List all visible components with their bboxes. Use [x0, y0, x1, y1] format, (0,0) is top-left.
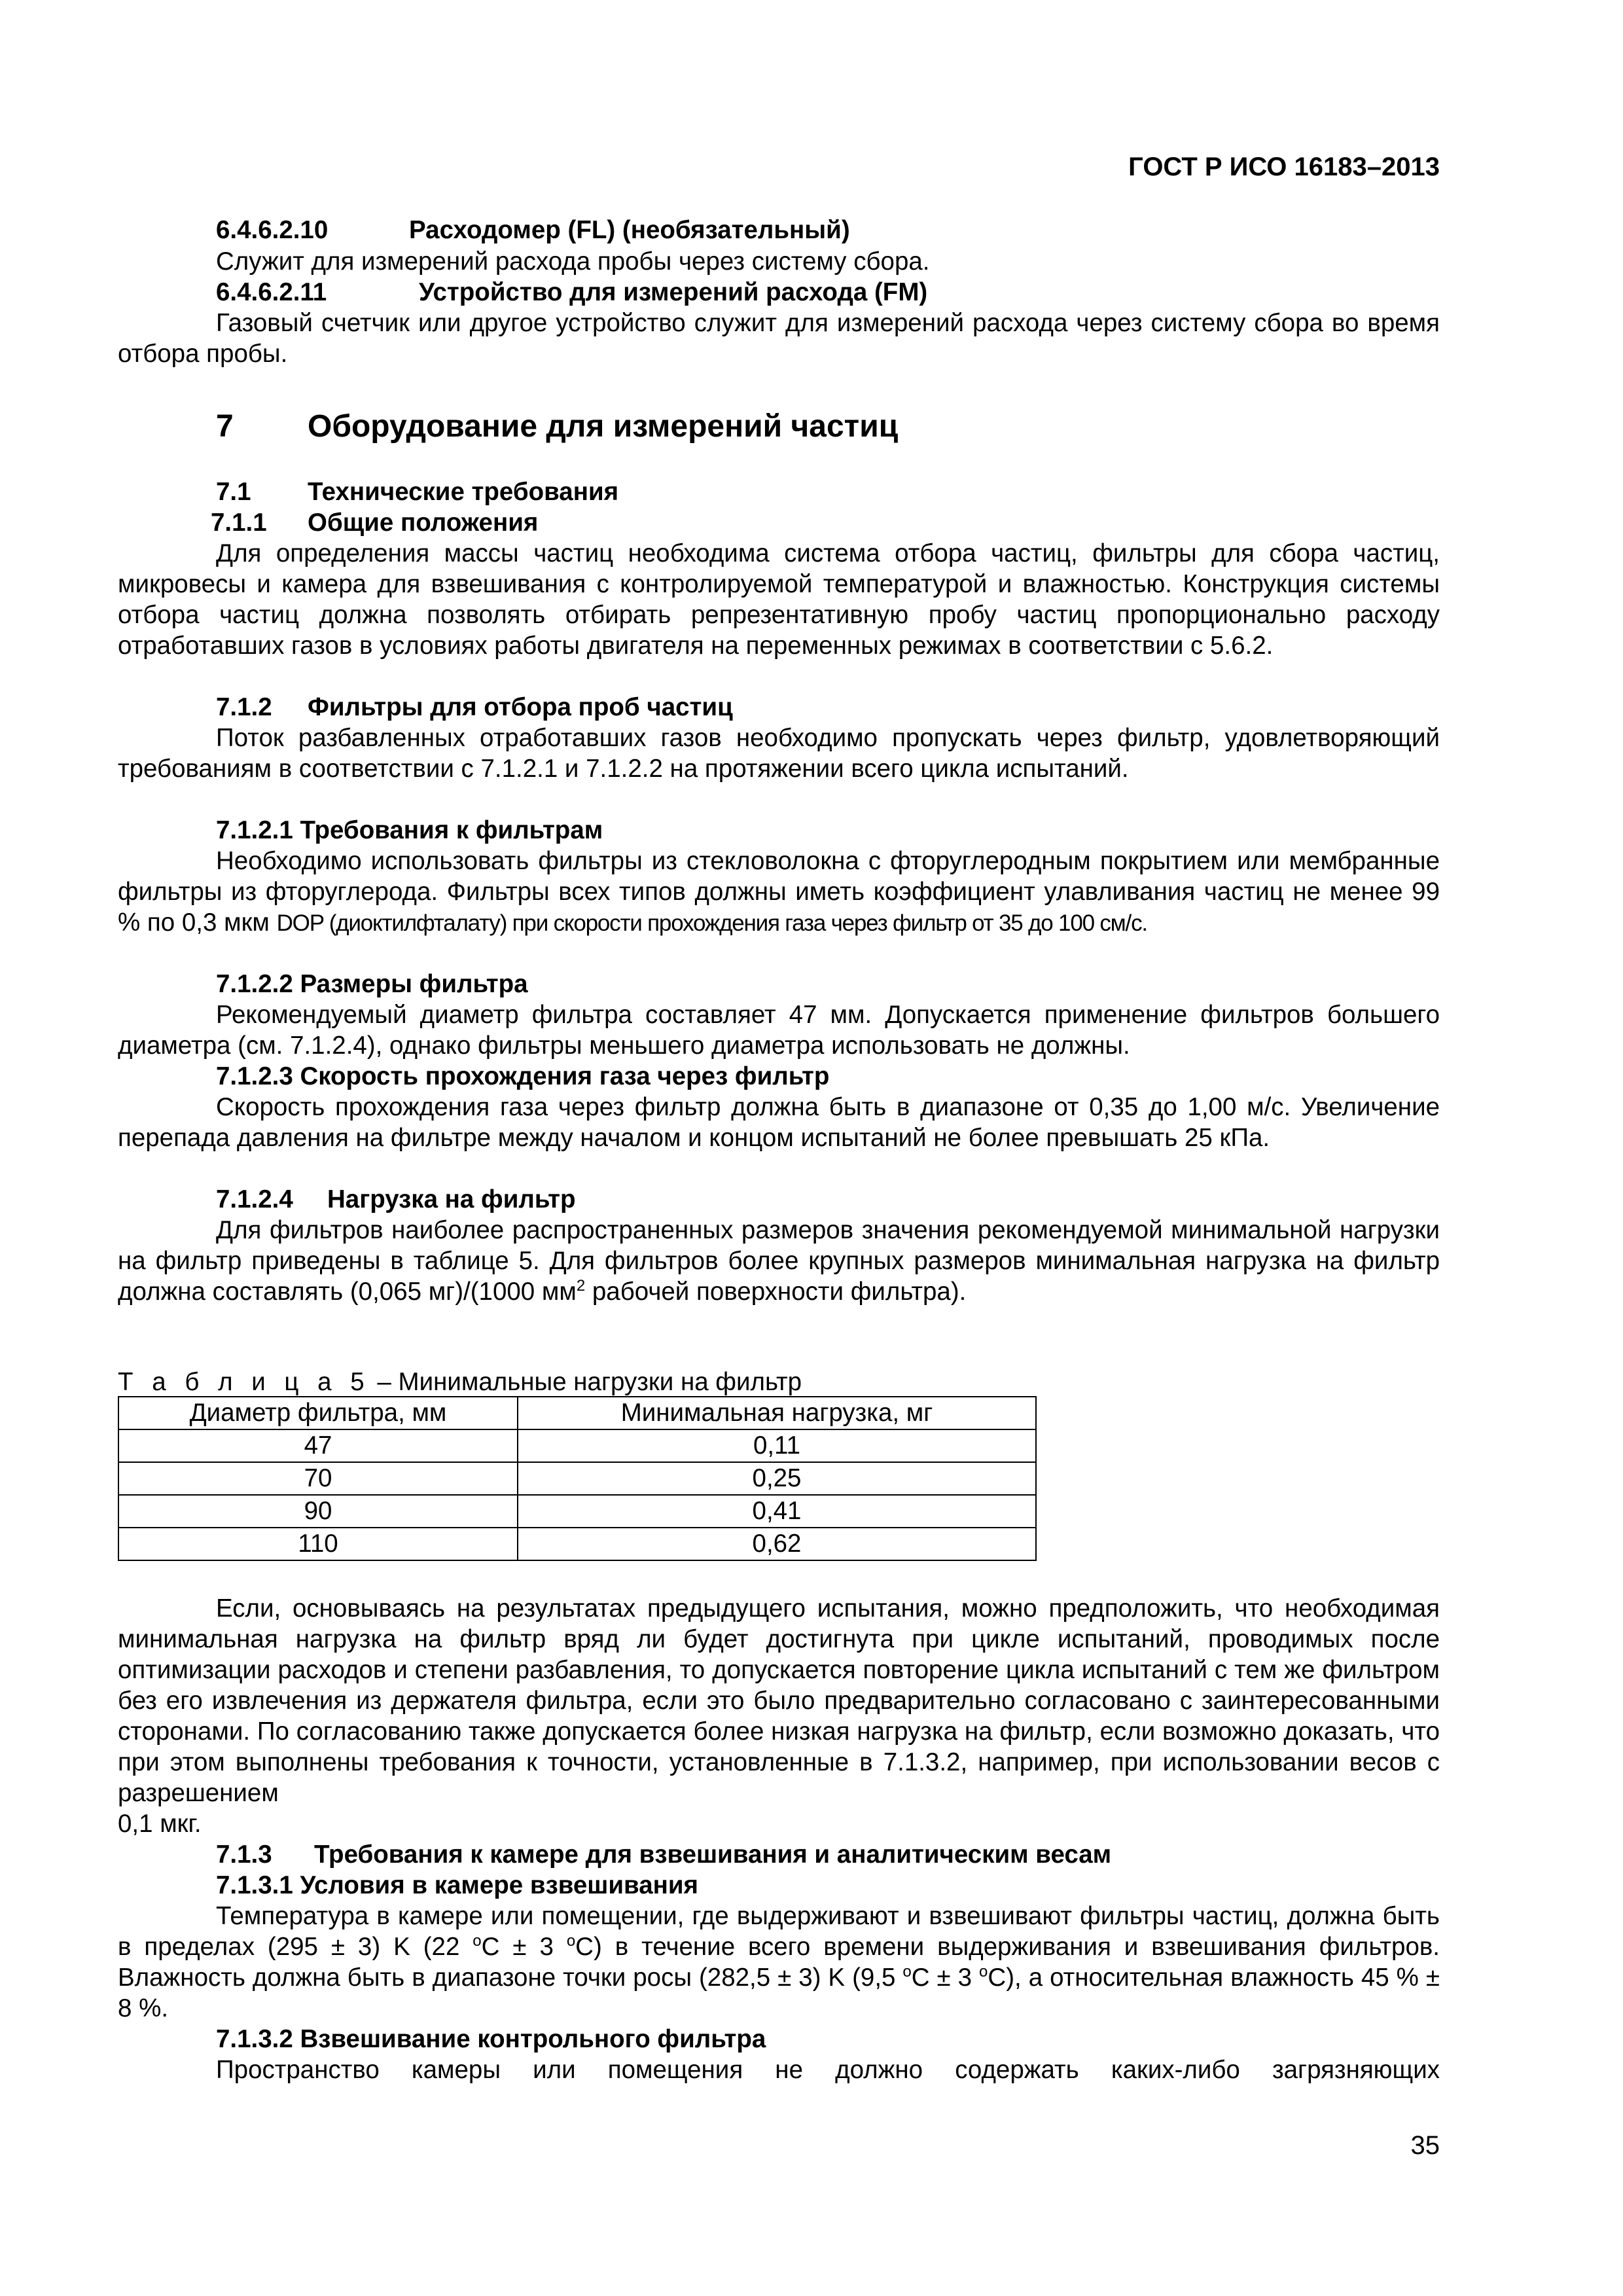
section-number: 7.1.2.3: [216, 1062, 293, 1090]
table-row: [118, 1495, 1036, 1528]
section-title: Требования к камере для взвешивания и аналитическим весам: [314, 1840, 1112, 1869]
section-number: 7.1.3.1: [216, 1871, 293, 1899]
section-number: 7.1.2.2: [216, 970, 293, 998]
heading-7-1: [118, 476, 1538, 507]
section-number: 7.1: [216, 478, 251, 506]
section-title: Общие положения: [308, 509, 539, 537]
paragraph-text: C ± 3: [481, 1933, 567, 1961]
table-row: [118, 1429, 1036, 1462]
table-header-cell: Диаметр фильтра, мм: [118, 1397, 518, 1429]
section-number: 7.1.1: [211, 509, 267, 537]
heading-6-4-6-2-10: [118, 215, 1538, 245]
table-cell: 0,62: [518, 1528, 1036, 1560]
section-title: Технические требования: [308, 478, 619, 506]
section-number: 7: [216, 409, 234, 444]
table-row: [118, 1528, 1036, 1560]
degree-mark: o: [566, 1932, 576, 1950]
section-number: 7.1.2.4: [216, 1185, 293, 1213]
paragraph: Для определения массы частиц необходима система отбора частиц, фильтры для сбора частиц, микровесы и камера для взвешивания с контролируемой температурой и влажностью. Конструкция системы отбора частиц должна позволять отбирать репрезентативную пробу частиц пропорционально расходу отработавших газов в условиях работы двигателя на переменных режимах в соответствии с 5.6.2.: [118, 539, 1440, 660]
heading-7-1-1: [118, 507, 1533, 538]
paragraph: [118, 846, 1440, 939]
paragraph: Рекомендуемый диаметр фильтра составляет 47 мм. Допускается применение фильтров большего диаметра (см. 7.1.2.4), однако фильтры меньшего диаметра использовать не должны.: [118, 1001, 1440, 1060]
paragraph: Газовый счетчик или другое устройство служит для измерений расхода через систему сбора во время отбора пробы.: [118, 309, 1440, 368]
section-number: 7.1.2: [216, 693, 272, 721]
section-title: Расходомер (FL) (необязательный): [409, 216, 850, 244]
section-title: Требования к фильтрам: [300, 816, 603, 844]
section-title: Скорость прохождения газа через фильтр: [300, 1062, 830, 1090]
section-number: 6.4.6.2.11: [216, 278, 327, 306]
heading-7-1-3: [118, 1839, 1538, 1870]
paragraph-text: Необходимо использовать фильтры из стекловолокна с фторуглеродным покрытием или мембранные фильтры из фторуглерода. Фильтры всех типов должны иметь коэффициент улавливания частиц не менее 99 % по 0,3 мкм: [118, 847, 1440, 937]
paragraph-text: Для фильтров наиболее распространенных размеров значения рекомендуемой минимальной нагрузки на фильтр приведены в таблице 5. Для фильтров более крупных размеров минимальная нагрузка на фильтр должна составлять (0,065 мг)/(1000 мм: [118, 1216, 1440, 1306]
table-cell: 0,25: [518, 1462, 1036, 1495]
paragraph-text: Температура в камере или помещении, где выдерживают и взвешивают фильтры частиц, должна быть в пределах (295 ± 3) K (22: [118, 1902, 1440, 1961]
heading-7-1-2-3: [118, 1061, 1538, 1092]
table-cell: 47: [118, 1429, 518, 1462]
degree-mark: o: [902, 1963, 912, 1981]
paragraph-text: C ± 3: [911, 1964, 980, 1992]
section-number: 7.1.3: [216, 1840, 272, 1869]
section-title: Оборудование для измерений частиц: [308, 409, 899, 444]
section-title: Размеры фильтра: [300, 970, 528, 998]
section-title: Фильтры для отбора проб частиц: [308, 693, 733, 721]
section-title: Взвешивание контрольного фильтра: [300, 2025, 766, 2053]
paragraph-tail: 0,1 мкг.: [118, 1810, 202, 1838]
paragraph: Пространство камеры или помещения не должно содержать каких-либо загрязняющих: [216, 2056, 1440, 2084]
paragraph: Служит для измерений расхода пробы через систему сбора.: [216, 247, 930, 276]
paragraph: Скорость прохождения газа через фильтр должна быть в диапазоне от 0,35 до 1,00 м/с. Увеличение перепада давления на фильтре между началом и концом испытаний не более превышать 25 кПа.: [118, 1093, 1440, 1152]
paragraph-text: рабочей поверхности фильтра).: [585, 1278, 967, 1306]
table-caption-text: – Минимальные нагрузки на фильтр: [370, 1368, 802, 1396]
paragraph: [118, 1215, 1440, 1307]
paragraph-text: C), а относительная влажность 45 % ± 8 %.: [118, 1964, 1440, 2022]
section-number: 6.4.6.2.10: [216, 216, 329, 244]
table-row: [118, 1462, 1036, 1495]
table-cell: 0,41: [518, 1495, 1036, 1528]
table-caption: [118, 1367, 1440, 1397]
superscript: 2: [576, 1277, 586, 1295]
heading-7: [118, 411, 1538, 442]
paragraph: Поток разбавленных отработавших газов необходимо пропускать через фильтр, удовлетворяющий требованиям в соответствии с 7.1.2.1 и 7.1.2.2 на протяжении всего цикла испытаний.: [118, 724, 1440, 783]
degree-mark: o: [473, 1932, 482, 1950]
document-header: ГОСТ Р ИСО 16183–2013: [1128, 152, 1440, 181]
heading-7-1-3-2: [118, 2024, 1538, 2054]
section-title: Условия в камере взвешивания: [300, 1871, 699, 1899]
paragraph: Если, основываясь на результатах предыдущего испытания, можно предположить, что необходимая минимальная нагрузка на фильтр вряд ли будет достигнута при цикле испытаний, проводимых после оптимизации расходов и степени разбавления, то допускается повторение цикла испытаний с тем же фильтром без его извлечения из держателя фильтра, если это было предварительно согласовано с заинтересованными сторонами. По согласованию также допускается более низкая нагрузка на фильтр, если возможно доказать, что при этом выполнены требования к точности, установленные в 7.1.3.2, например, при использовании весов с разрешением: [118, 1594, 1440, 1807]
heading-7-1-2: [118, 692, 1538, 723]
heading-7-1-2-4: [118, 1184, 1538, 1215]
heading-7-1-2-1: [118, 815, 1538, 846]
table-cell: 110: [118, 1528, 518, 1560]
section-number: 7.1.3.2: [216, 2025, 293, 2053]
degree-mark: o: [979, 1963, 988, 1981]
table-header-row: [118, 1397, 1036, 1429]
section-title: Нагрузка на фильтр: [327, 1185, 576, 1213]
table-cell: 0,11: [518, 1429, 1036, 1462]
heading-7-1-3-1: [118, 1870, 1538, 1901]
table-cell: 70: [118, 1462, 518, 1495]
table-5: [118, 1396, 1037, 1561]
paragraph: [118, 1901, 1440, 2024]
table-cell: 90: [118, 1495, 518, 1528]
paragraph-text-condensed: DOP (диоктилфталату) при скорости прохождения газа через фильтр от 35 до 100 см/с.: [276, 910, 1147, 936]
page-number: 35: [1410, 2131, 1440, 2160]
heading-7-1-2-2: [118, 969, 1538, 999]
section-number: 7.1.2.1: [216, 816, 293, 844]
table-header-cell: Минимальная нагрузка, мг: [518, 1397, 1036, 1429]
paragraph-text: C) в течение всего времени выдерживания и взвешивания фильтров. Влажность должна быть в диапазоне точки росы (282,5 ± 3) K (9,5: [118, 1933, 1440, 1992]
table-caption-label: Т а б л и ц а 5: [118, 1368, 370, 1396]
section-title: Устройство для измерений расхода (FM): [419, 278, 928, 306]
heading-6-4-6-2-11: [118, 277, 1538, 308]
